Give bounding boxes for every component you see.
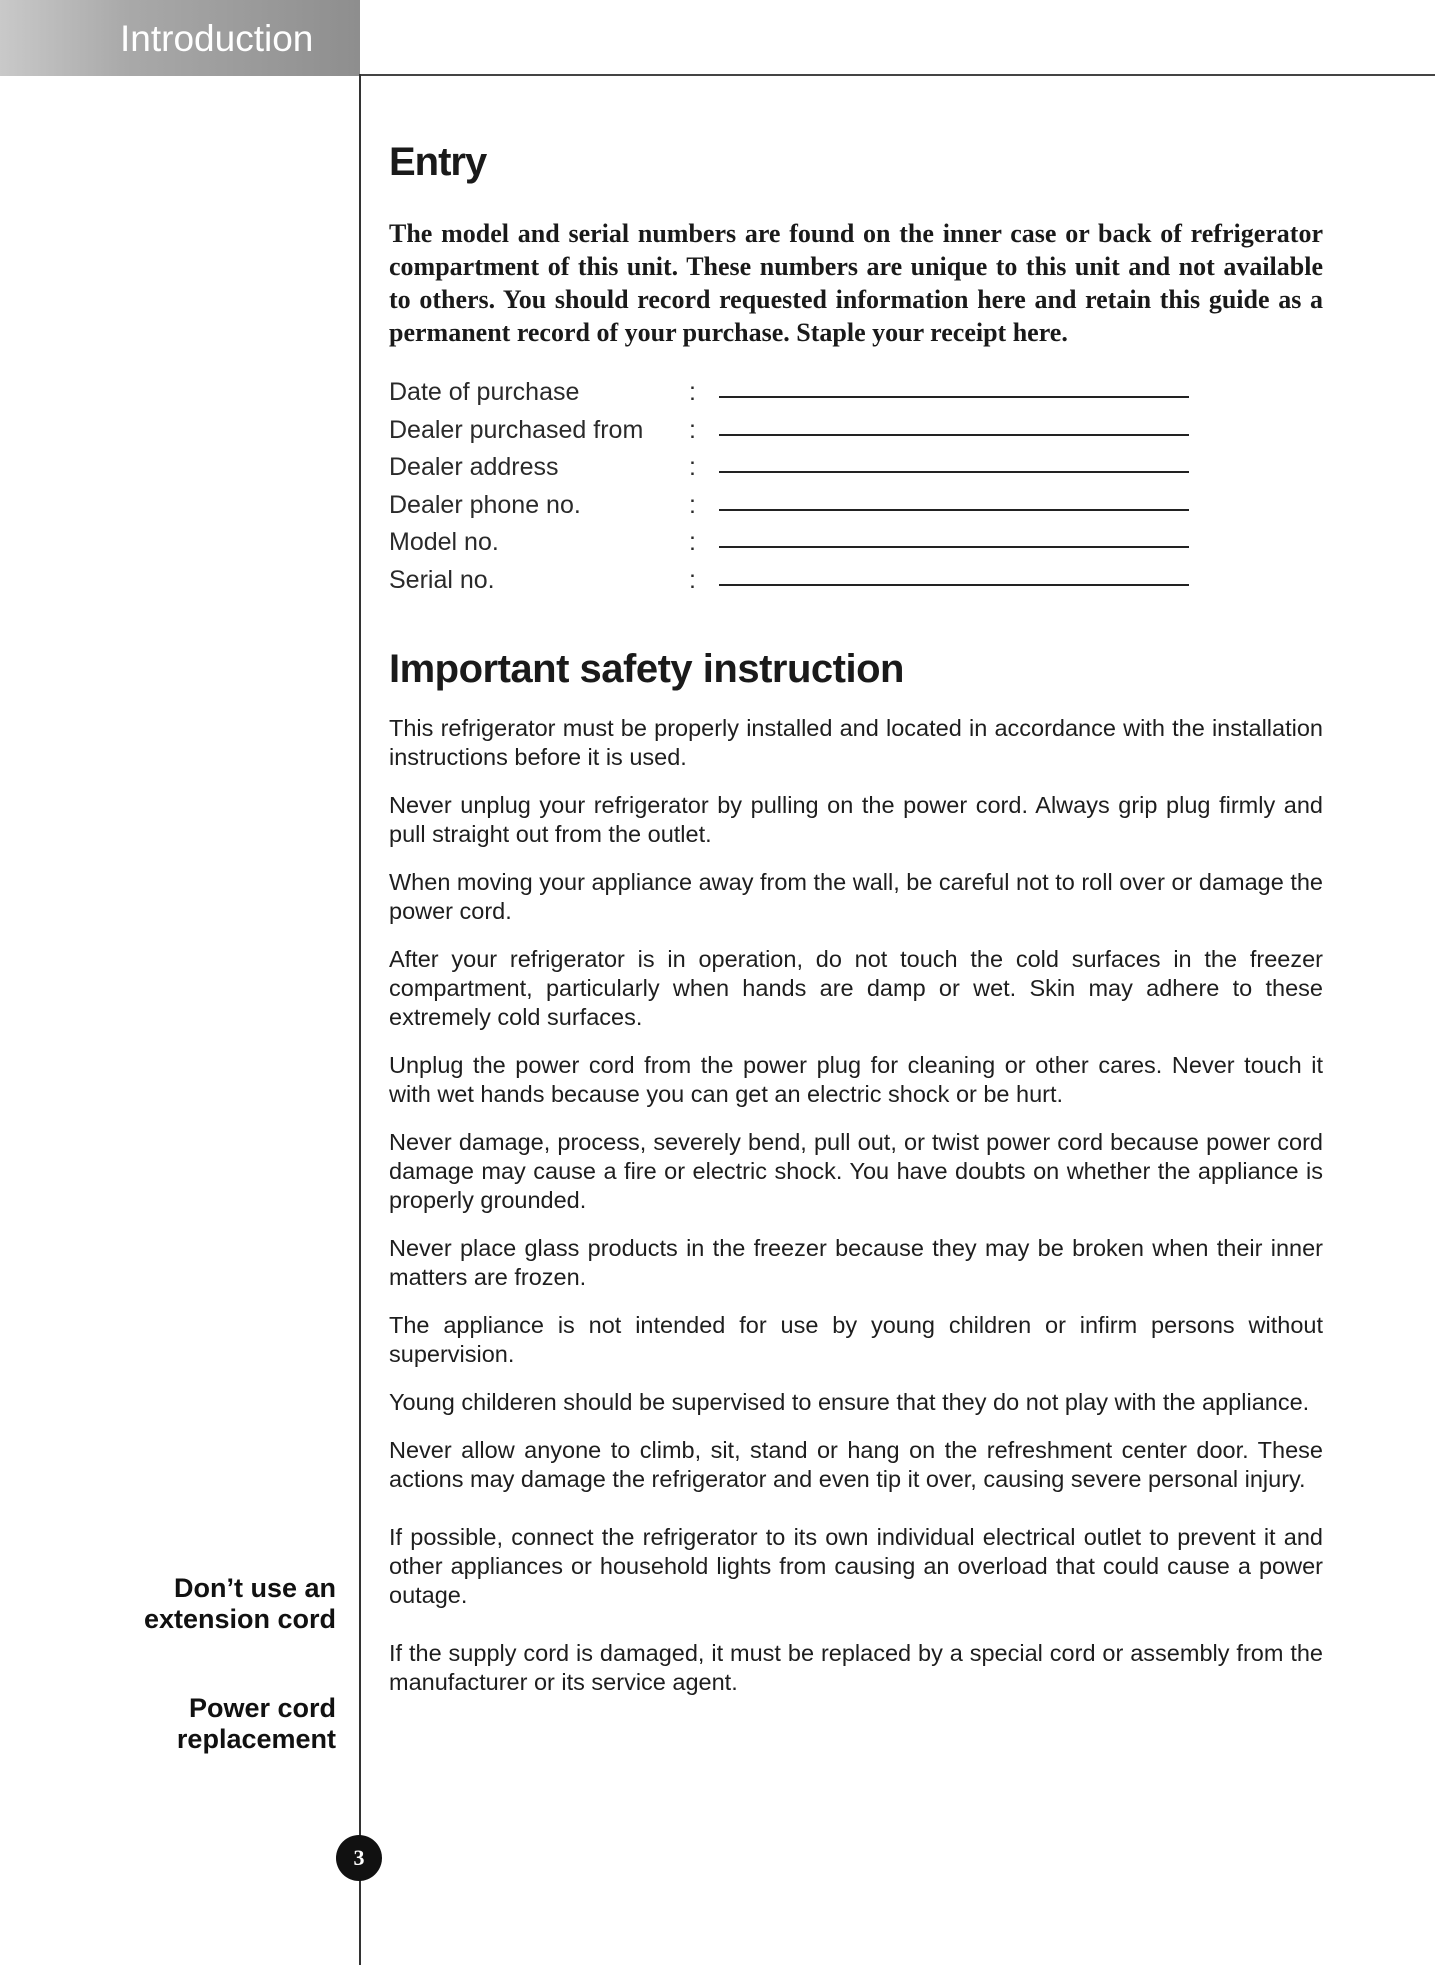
safety-title: Important safety instruction [389,647,904,691]
form-row-date [389,372,1323,410]
safety-paragraph: Never damage, process, severely bend, pull out, or twist power cord because power cord damage may cause a fire or electric shock. You have doubts on whether the appliance is properly grounded. [389,1129,1323,1213]
safety-paragraph: This refrigerator must be properly installed and located in accordance with the installation instructions before it is used. [389,715,1323,770]
side-label-power-cord: Power cord replacement [176,1693,336,1754]
form-row-model [389,522,1323,560]
main-content [389,140,1323,1697]
dealer-address-line [719,445,1189,473]
field-colon: : [689,378,696,406]
entry-intro: The model and serial numbers are found on the inner case or back of refrigerator compartment of this unit. These numbers are unique to this unit and not available to others. You should record requested information here and retain this guide as a permanent record of your purchase. Staple your receipt here. [389,219,1323,347]
model-no-line [719,520,1189,548]
safety-paragraph: The appliance is not intended for use by young children or infirm persons without supervision. [389,1312,1323,1367]
safety-paragraph: Never allow anyone to climb, sit, stand or hang on the refreshment center door. These actions may damage the refrigerator and even tip it over, causing severe personal injury. [389,1437,1323,1492]
form-row-phone [389,485,1323,523]
safety-paragraph: Young childeren should be supervised to ensure that they do not play with the appliance. [389,1389,1310,1415]
extension-cord-paragraph: If possible, connect the refrigerator to its own individual electrical outlet to prevent it and other appliances or household lights from causing an overload that could cause a power outage. [389,1524,1323,1608]
form-row-address [389,447,1323,485]
safety-paragraph: Never unplug your refrigerator by pulling on the power cord. Always grip plug firmly and pull straight out from the outlet. [389,792,1323,847]
field-colon: : [689,490,696,519]
safety-paragraph: After your refrigerator is in operation, do not touch the cold surfaces in the freezer compartment, particularly when hands are damp or wet. Skin may adhere to these extremely cold surfaces. [389,946,1323,1030]
safety-paragraph: Never place glass products in the freezer because they may be broken when their inner matters are frozen. [389,1235,1323,1290]
field-label: Model no. [389,528,499,556]
field-label: Dealer address [389,453,559,481]
page-number-badge: 3 [336,1835,382,1881]
dealer-phone-line [719,483,1189,511]
dealer-line [719,408,1189,436]
section-tab: Introduction [0,0,360,76]
header-rule [360,74,1435,76]
power-cord-paragraph: If the supply cord is damaged, it must be replaced by a special cord or assembly from the manufacturer or its service agent. [389,1640,1323,1695]
field-label: Dealer phone no. [389,490,581,519]
purchase-record-form [389,372,1323,597]
form-row-dealer [389,410,1323,448]
date-of-purchase-line [719,370,1189,398]
field-colon: : [689,453,696,481]
field-colon: : [689,565,696,594]
field-label: Date of purchase [389,378,580,406]
field-colon: : [689,415,696,444]
safety-paragraph: When moving your appliance away from the wall, be careful not to roll over or damage the power cord. [389,869,1323,924]
field-label: Dealer purchased from [389,415,644,444]
safety-paragraph: Unplug the power cord from the power plug for cleaning or other cares. Never touch it with wet hands because you can get an electric shock or be hurt. [389,1052,1323,1107]
serial-no-line [719,558,1189,586]
side-label-extension-cord: Don’t use an extension cord [143,1573,336,1634]
entry-title: Entry [389,140,487,184]
field-colon: : [689,528,696,556]
form-row-serial [389,560,1323,598]
field-label: Serial no. [389,565,495,594]
margin-rule [359,74,361,1965]
